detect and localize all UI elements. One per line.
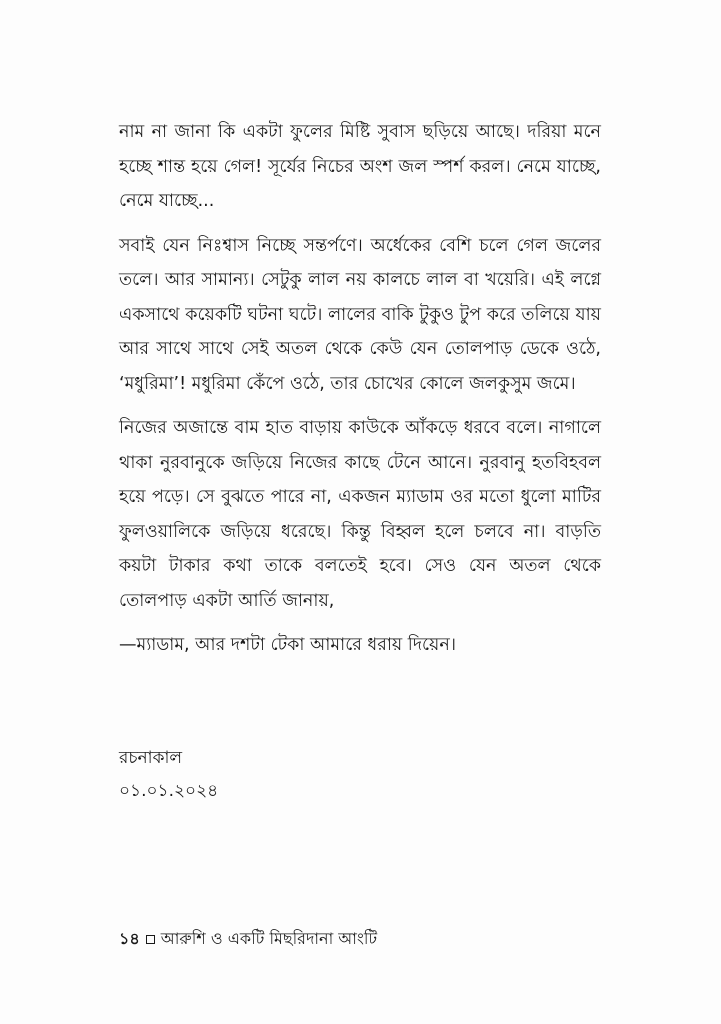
page-footer bbox=[119, 928, 377, 950]
square-separator-icon bbox=[146, 935, 155, 944]
page-number: ১৪ bbox=[119, 929, 140, 948]
paragraph-3: নিজের অজান্তে বাম হাত বাড়ায় কাউকে আঁকড়ে ধরবে বলে। নাগালে থাকা নুরবানুকে জড়িয়ে নিজের কাছে টেনে আনে। নুরবানু হতবিহবল হয়ে পড়ে। সে বুঝতে পারে না, একজন ম্যাডাম ওর মতো ধুলো মাটির ফুলওয়ালিকে জড়িয়ে ধরেছে। কিন্তু বিহ্বল হলে চলবে না। বাড়তি কয়টা টাকার কথা তাকে বলতেই হবে। সেও যেন অতল থেকে তোলপাড় একটা আর্তি জানায়, bbox=[119, 418, 601, 611]
dialogue-text: ম্যাডাম, আর দশটা টেকা আমারে ধরায় দিয়েন। bbox=[136, 635, 457, 655]
dialogue-line bbox=[119, 628, 601, 663]
body-text bbox=[119, 115, 601, 663]
composition-date-block bbox=[119, 742, 419, 808]
paragraph-1: নাম না জানা কি একটা ফুলের মিষ্টি সুবাস ছড়িয়ে আছে। দরিয়া মনে হচ্ছে শান্ত হয়ে গেল! সূর্যের নিচের অংশ জল স্পর্শ করল। নেমে যাচ্ছে, নেমে যাচ্ছে... bbox=[119, 122, 601, 211]
book-title: আরুশি ও একটি মিছরিদানা আংটি bbox=[160, 929, 378, 948]
dialogue-dash: — bbox=[119, 635, 137, 655]
paragraph-2: সবাই যেন নিঃশ্বাস নিচ্ছে সন্তর্পণে। অর্ধেকের বেশি চলে গেল জলের তলে। আর সামান্য। সেটুকু লাল নয় কালচে লাল বা খয়েরি। এই লগ্নে একসাথে কয়েকটি ঘটনা ঘটে। লালের বাকি টুকুও টুপ করে তলিয়ে যায় আর সাথে সাথে সেই অতল থেকে কেউ যেন তোলপাড় ডেকে ওঠে, ‘মধুরিমা’! মধুরিমা কেঁপে ওঠে, তার চোখের কোলে জলকুসুম জমে। bbox=[119, 235, 601, 394]
composition-label: রচনাকাল bbox=[119, 748, 183, 768]
composition-date: ০১.০১.২০২৪ bbox=[119, 781, 219, 801]
